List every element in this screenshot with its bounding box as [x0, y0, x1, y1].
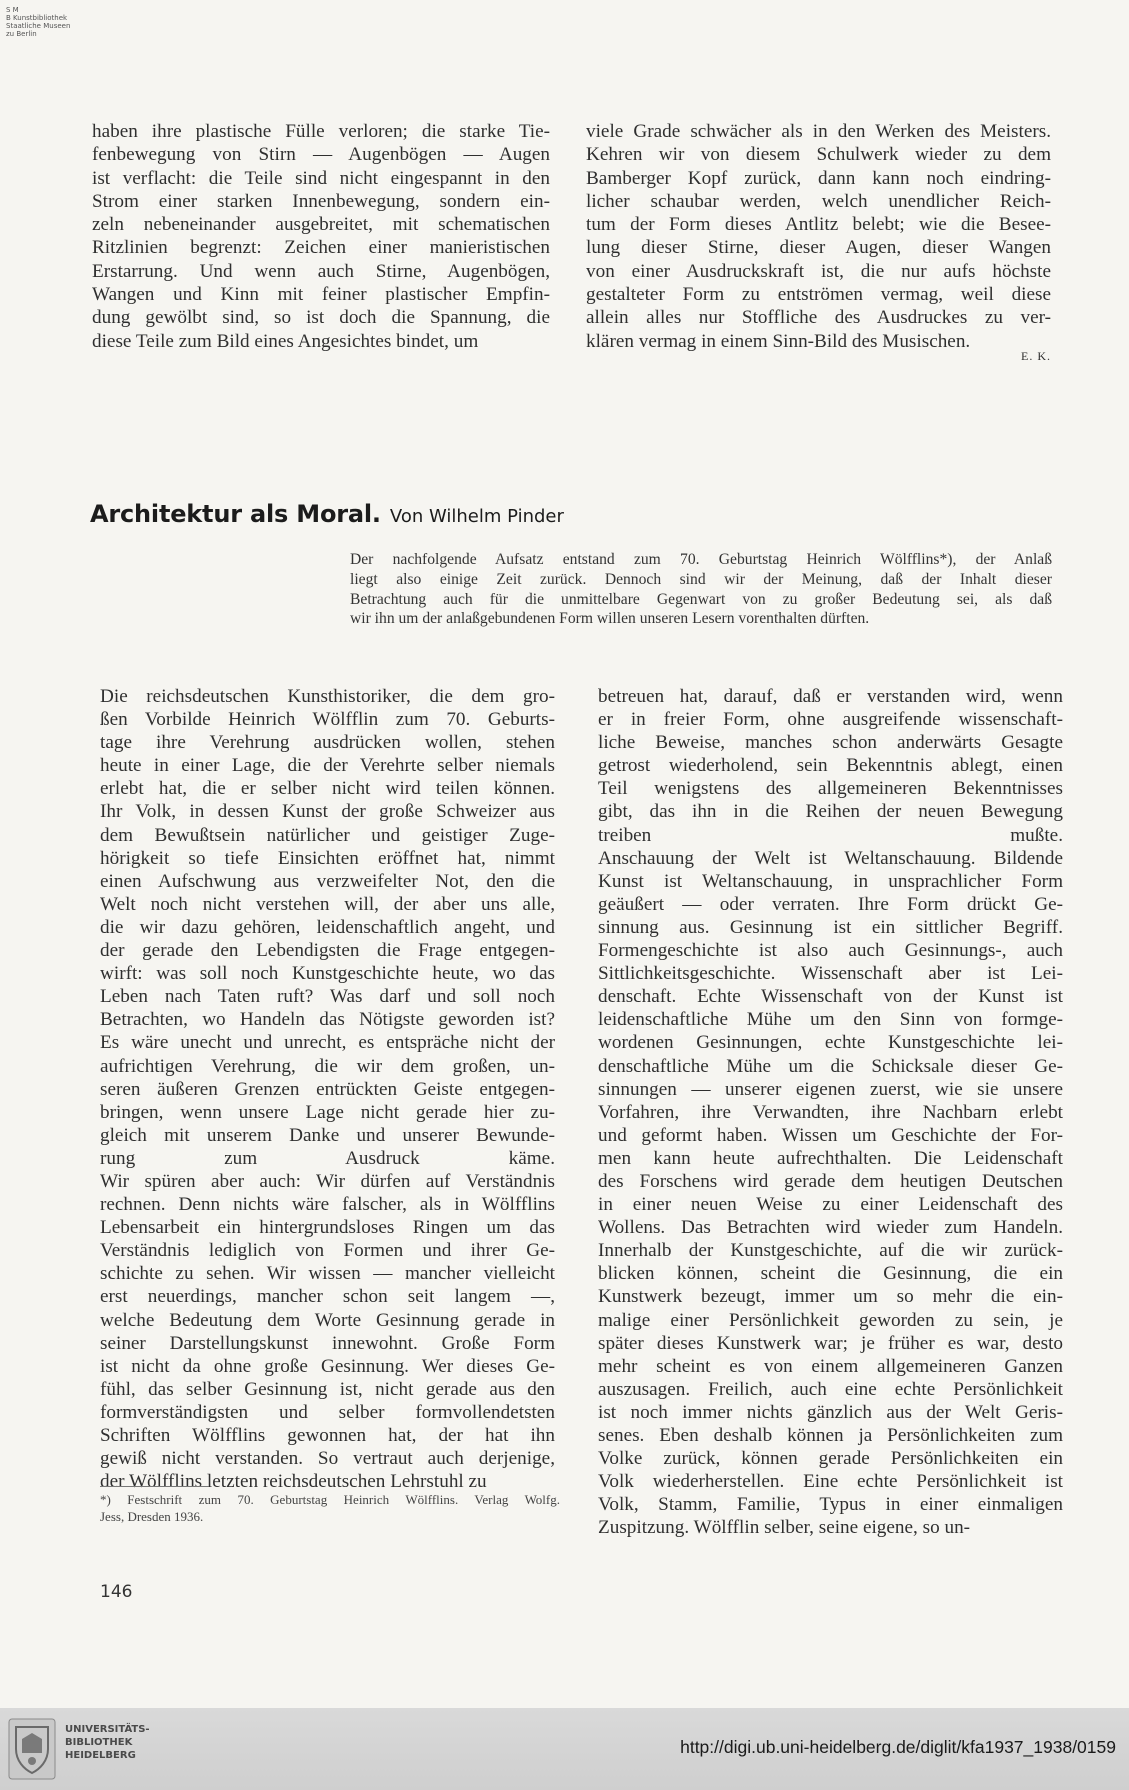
- text-line: gewiß nicht verstanden. So vertraut auch derjenige,: [100, 1448, 555, 1470]
- text-line: Wangen und Kinn mit feiner plastischer Empfin-: [92, 284, 550, 306]
- text-line: der gerade den Lebendigsten die Frage entgegen-: [100, 940, 555, 962]
- signature: E. K.: [1021, 349, 1051, 363]
- text-line: wirft: was soll noch Kunstgeschichte heute, wo das: [100, 963, 555, 985]
- text-line: tage ihre Verehrung ausdrücken wollen, stehen: [100, 732, 555, 754]
- text-line: die wir dazu gehören, leidenschaftlich angeht, und: [100, 916, 555, 938]
- text-line: ist noch immer nichts gänzlich aus der Welt Geris-: [598, 1401, 1063, 1423]
- stamp-line: B Kunstbibliothek: [6, 14, 68, 22]
- text-line: Kunst ist Weltanschauung, in unsprachlicher Form: [598, 870, 1063, 892]
- stamp-line: zu Berlin: [6, 30, 37, 38]
- text-line: Lebensarbeit ein hintergrundsloses Ringen um das: [100, 1217, 555, 1239]
- text-line: treiben mußte.: [598, 824, 1063, 846]
- text-line: Strom einer starken Innenbewegung, sondern ein-: [92, 190, 550, 212]
- text-line: gestalteter Form zu entströmen vermag, weil diese: [586, 284, 1051, 306]
- text-line: mehr scheint es von einem allgemeineren Ganzen: [598, 1355, 1063, 1377]
- text-line: Die reichsdeutschen Kunsthistoriker, die dem gro-: [100, 686, 555, 707]
- text-line: klären vermag in einem Sinn-Bild des Musischen.: [586, 330, 971, 352]
- text-line: auszusagen. Freilich, auch eine echte Persönlichkeit: [598, 1378, 1063, 1400]
- text-line: welche Bedeutung dem Worte Gesinnung gerade in: [100, 1309, 555, 1331]
- text-line: Erstarrung. Und wenn auch Stirne, Augenbögen,: [92, 260, 550, 282]
- article-right-column: [598, 685, 1063, 1539]
- text-line: Bamberger Kopf zurück, dann kann noch eindring-: [586, 167, 1051, 189]
- text-line: rung zum Ausdruck käme.: [100, 1147, 555, 1169]
- text-line: Vorfahren, ihre Verwandten, ihre Nachbarn erlebt: [598, 1101, 1063, 1123]
- text-line: ist verflacht: die Teile sind nicht eingespannt in den: [92, 167, 550, 189]
- institution-line: HEIDELBERG: [65, 1750, 136, 1761]
- article-heading: [90, 500, 564, 528]
- text-line: Welt noch nicht verstehen will, der aber uns alle,: [100, 893, 555, 915]
- text-line: Volke zurück, können gerade Persönlichkeiten ein: [598, 1448, 1063, 1470]
- text-line: Zuspitzung. Wölfflin selber, seine eigene, so un-: [598, 1517, 971, 1539]
- source-url-link[interactable]: http://digi.ub.uni-heidelberg.de/diglit/kfa1937_1938/0159: [680, 1737, 1116, 1757]
- text-line: später dieses Kunstwerk war; je früher es war, desto: [598, 1332, 1063, 1354]
- text-line: Kunstwerk bezeugt, immer um so mehr die ein-: [598, 1286, 1063, 1308]
- page-number: 146: [100, 1582, 133, 1602]
- article-left-column: [100, 685, 555, 1493]
- text-line: Volk wiederherstellen. Eine echte Persönlichkeit ist: [598, 1471, 1063, 1493]
- text-line: Leben nach Taten ruft? Was darf und soll noch: [100, 986, 555, 1008]
- text-line: ßen Vorbilde Heinrich Wölfflin zum 70. Geburts-: [100, 709, 555, 731]
- text-line: seren äußeren Grenzen entrückten Geiste entgegen-: [100, 1078, 555, 1100]
- library-stamp: [6, 6, 70, 38]
- text-line: senes. Eben deshalb können ja Persönlichkeiten zum: [598, 1425, 1063, 1446]
- text-line: blicken können, scheint die Gesinnung, die ein: [598, 1263, 1063, 1285]
- footnote-divider: [100, 1486, 208, 1487]
- institution-line: UNIVERSITÄTS-: [65, 1724, 150, 1735]
- institution-name: [65, 1723, 150, 1762]
- text-line: wir ihn um der anlaßgebundenen Form willen unseren Lesern vorenthalten dürften.: [350, 610, 870, 628]
- text-line: heute in einer Lage, die der Verehrte selber niemals: [100, 755, 555, 777]
- text-line: erlebt hat, die er selber nicht wird teilen können.: [100, 778, 555, 800]
- article-title: Architektur als Moral.: [90, 500, 381, 528]
- text-line: bringen, wenn unsere Lage nicht gerade hier zu-: [100, 1101, 555, 1123]
- text-line: haben ihre plastische Fülle verloren; die starke Tie-: [92, 121, 550, 142]
- text-line: er in freier Form, ohne ausgreifende wissenschaft-: [598, 709, 1063, 731]
- text-line: erst neuerdings, mancher schon seit langem —,: [100, 1286, 555, 1308]
- text-line: Wollens. Das Betrachten wird wieder zum Handeln.: [598, 1217, 1063, 1239]
- footnote: [100, 1491, 560, 1525]
- editorial-intro: [350, 550, 1052, 629]
- text-line: liegt also einige Zeit zurück. Dennoch sind wir der Meinung, daß der Inhalt dieser: [350, 570, 1052, 588]
- text-line: Schriften Wölfflins gewonnen hat, der hat ihn: [100, 1425, 555, 1446]
- text-line: betreuen hat, darauf, daß er verstanden wird, wenn: [598, 686, 1063, 707]
- text-line: dem Bewußtsein natürlicher und geistiger Zuge-: [100, 824, 555, 846]
- article-author: Von Wilhelm Pinder: [389, 506, 564, 527]
- text-line: sinnung aus. Gesinnung ist ein sittlicher Begriff.: [598, 916, 1063, 938]
- text-line: und geformt haben. Wissen um Geschichte der For-: [598, 1124, 1063, 1146]
- text-line: men kann heute aufrechthalten. Die Leidenschaft: [598, 1147, 1063, 1169]
- text-line: sinnungen — unserer eigenen zuerst, wie sie unsere: [598, 1078, 1063, 1100]
- text-line: fenbewegung von Stirn — Augenbögen — Augen: [92, 144, 550, 166]
- top-left-column: [92, 120, 550, 353]
- text-line: Betrachtung auch für die unmittelbare Gegenwart von zu großer Bedeutung sei, als daß: [350, 590, 1052, 608]
- text-line: aufrichtigen Verehrung, die wir dem großen, un-: [100, 1055, 555, 1077]
- text-line: diese Teile zum Bild eines Angesichtes bindet, um: [92, 330, 479, 352]
- text-line: einen Aufschwung aus verzweifelter Not, den die: [100, 870, 555, 892]
- text-line: Der nachfolgende Aufsatz entstand zum 70. Geburtstag Heinrich Wölfflins*), der Anlaß: [350, 551, 1052, 568]
- text-line: der Wölfflins letzten reichsdeutschen Lehrstuhl zu: [100, 1471, 487, 1493]
- text-line: Formengeschichte ist also auch Gesinnungs-, auch: [598, 940, 1063, 962]
- text-line: zeln nebeneinander ausgebreitet, mit schematischen: [92, 214, 550, 236]
- text-line: formverständigsten und selber formvollendetsten: [100, 1401, 555, 1423]
- text-line: lung dieser Stirne, dieser Augen, dieser Wangen: [586, 237, 1051, 259]
- text-line: von einer Ausdruckskraft ist, die nur aufs höchste: [586, 260, 1051, 282]
- text-line: geäußert — oder verraten. Ihre Form drückt Ge-: [598, 893, 1063, 915]
- text-line: Es wäre unecht und unrecht, es entspräche nicht der: [100, 1032, 555, 1054]
- text-line: Betrachten, wo Handeln das Nötigste geworden ist?: [100, 1009, 555, 1031]
- text-line: Kehren wir von diesem Schulwerk wieder zu dem: [586, 144, 1051, 166]
- text-line: denschaftliche Mühe um die Schicksale dieser Ge-: [598, 1055, 1063, 1077]
- text-line: Ihr Volk, in dessen Kunst der große Schweizer aus: [100, 801, 555, 823]
- text-line: schichte zu sehen. Wir wissen — mancher vielleicht: [100, 1263, 555, 1285]
- text-line: Teil wenigstens des allgemeineren Bekenntnisses: [598, 778, 1063, 800]
- text-line: in einer neuen Weise zu einer Leidenschaft des: [598, 1194, 1063, 1216]
- text-line: Sittlichkeitsgeschichte. Wissenschaft aber ist Lei-: [598, 963, 1063, 985]
- text-line: Wir spüren aber auch: Wir dürfen auf Verständnis: [100, 1170, 555, 1192]
- text-line: des Forschens wird gerade dem heutigen Deutschen: [598, 1170, 1063, 1192]
- text-line: leidenschaftliche Mühe um den Sinn von formge-: [598, 1009, 1063, 1031]
- text-line: fühl, das selber Gesinnung ist, nicht gerade aus den: [100, 1378, 555, 1400]
- text-line: Ritzlinien begrenzt: Zeichen einer manieristischen: [92, 237, 550, 259]
- text-line: malige einer Persönlichkeit geworden zu sein, je: [598, 1309, 1063, 1331]
- text-line: tum der Form dieses Antlitz belebt; wie die Besee-: [586, 214, 1051, 236]
- text-line: rechnen. Denn nichts wäre falscher, als in Wölfflins: [100, 1194, 555, 1216]
- text-line: ist nicht da ohne große Gesinnung. Wer dieses Ge-: [100, 1355, 555, 1377]
- text-line: liche Beweise, manches schon anderwärts Gesagte: [598, 732, 1063, 754]
- text-line: dung gewölbt sind, so ist doch die Spannung, die: [92, 307, 550, 329]
- stamp-line: Staatliche Museen: [6, 22, 71, 30]
- text-line: Innerhalb der Kunstgeschichte, auf die wir zurück-: [598, 1240, 1063, 1262]
- text-line: Verständnis lediglich von Formen und ihrer Ge-: [100, 1240, 555, 1262]
- institution-line: BIBLIOTHEK: [65, 1737, 133, 1748]
- text-line: getrost wiederholend, sein Bekenntnis ablegt, einen: [598, 755, 1063, 777]
- text-line: *) Festschrift zum 70. Geburtstag Heinrich Wölfflins. Verlag Wolfg.: [100, 1492, 560, 1507]
- text-line: hörigkeit so tiefe Einsichten eröffnet hat, nimmt: [100, 847, 555, 869]
- top-right-column: [586, 120, 1051, 353]
- text-line: gibt, das ihn in die Reihen der neuen Bewegung: [598, 801, 1063, 823]
- stamp-line: S M: [6, 6, 19, 14]
- text-line: denschaft. Echte Wissenschaft von der Kunst ist: [598, 986, 1063, 1008]
- text-line: allein alles nur Stoffliche des Ausdruckes zu ver-: [586, 307, 1051, 329]
- heidelberg-seal-icon: [8, 1717, 56, 1781]
- text-line: Jess, Dresden 1936.: [100, 1509, 204, 1524]
- text-line: seiner Darstellungskunst innewohnt. Große Form: [100, 1332, 555, 1354]
- text-line: Volk, Stamm, Familie, Typus in einer einmaligen: [598, 1494, 1063, 1516]
- text-line: licher schaubar werden, welch unendlicher Reich-: [586, 190, 1051, 212]
- text-line: Anschauung der Welt ist Weltanschauung. Bildende: [598, 847, 1063, 869]
- text-line: viele Grade schwächer als in den Werken des Meisters.: [586, 121, 1051, 142]
- text-line: wordenen Gesinnungen, echte Kunstgeschichte lei-: [598, 1032, 1063, 1054]
- text-line: gleich mit unserem Danke und unserer Bewunde-: [100, 1124, 555, 1146]
